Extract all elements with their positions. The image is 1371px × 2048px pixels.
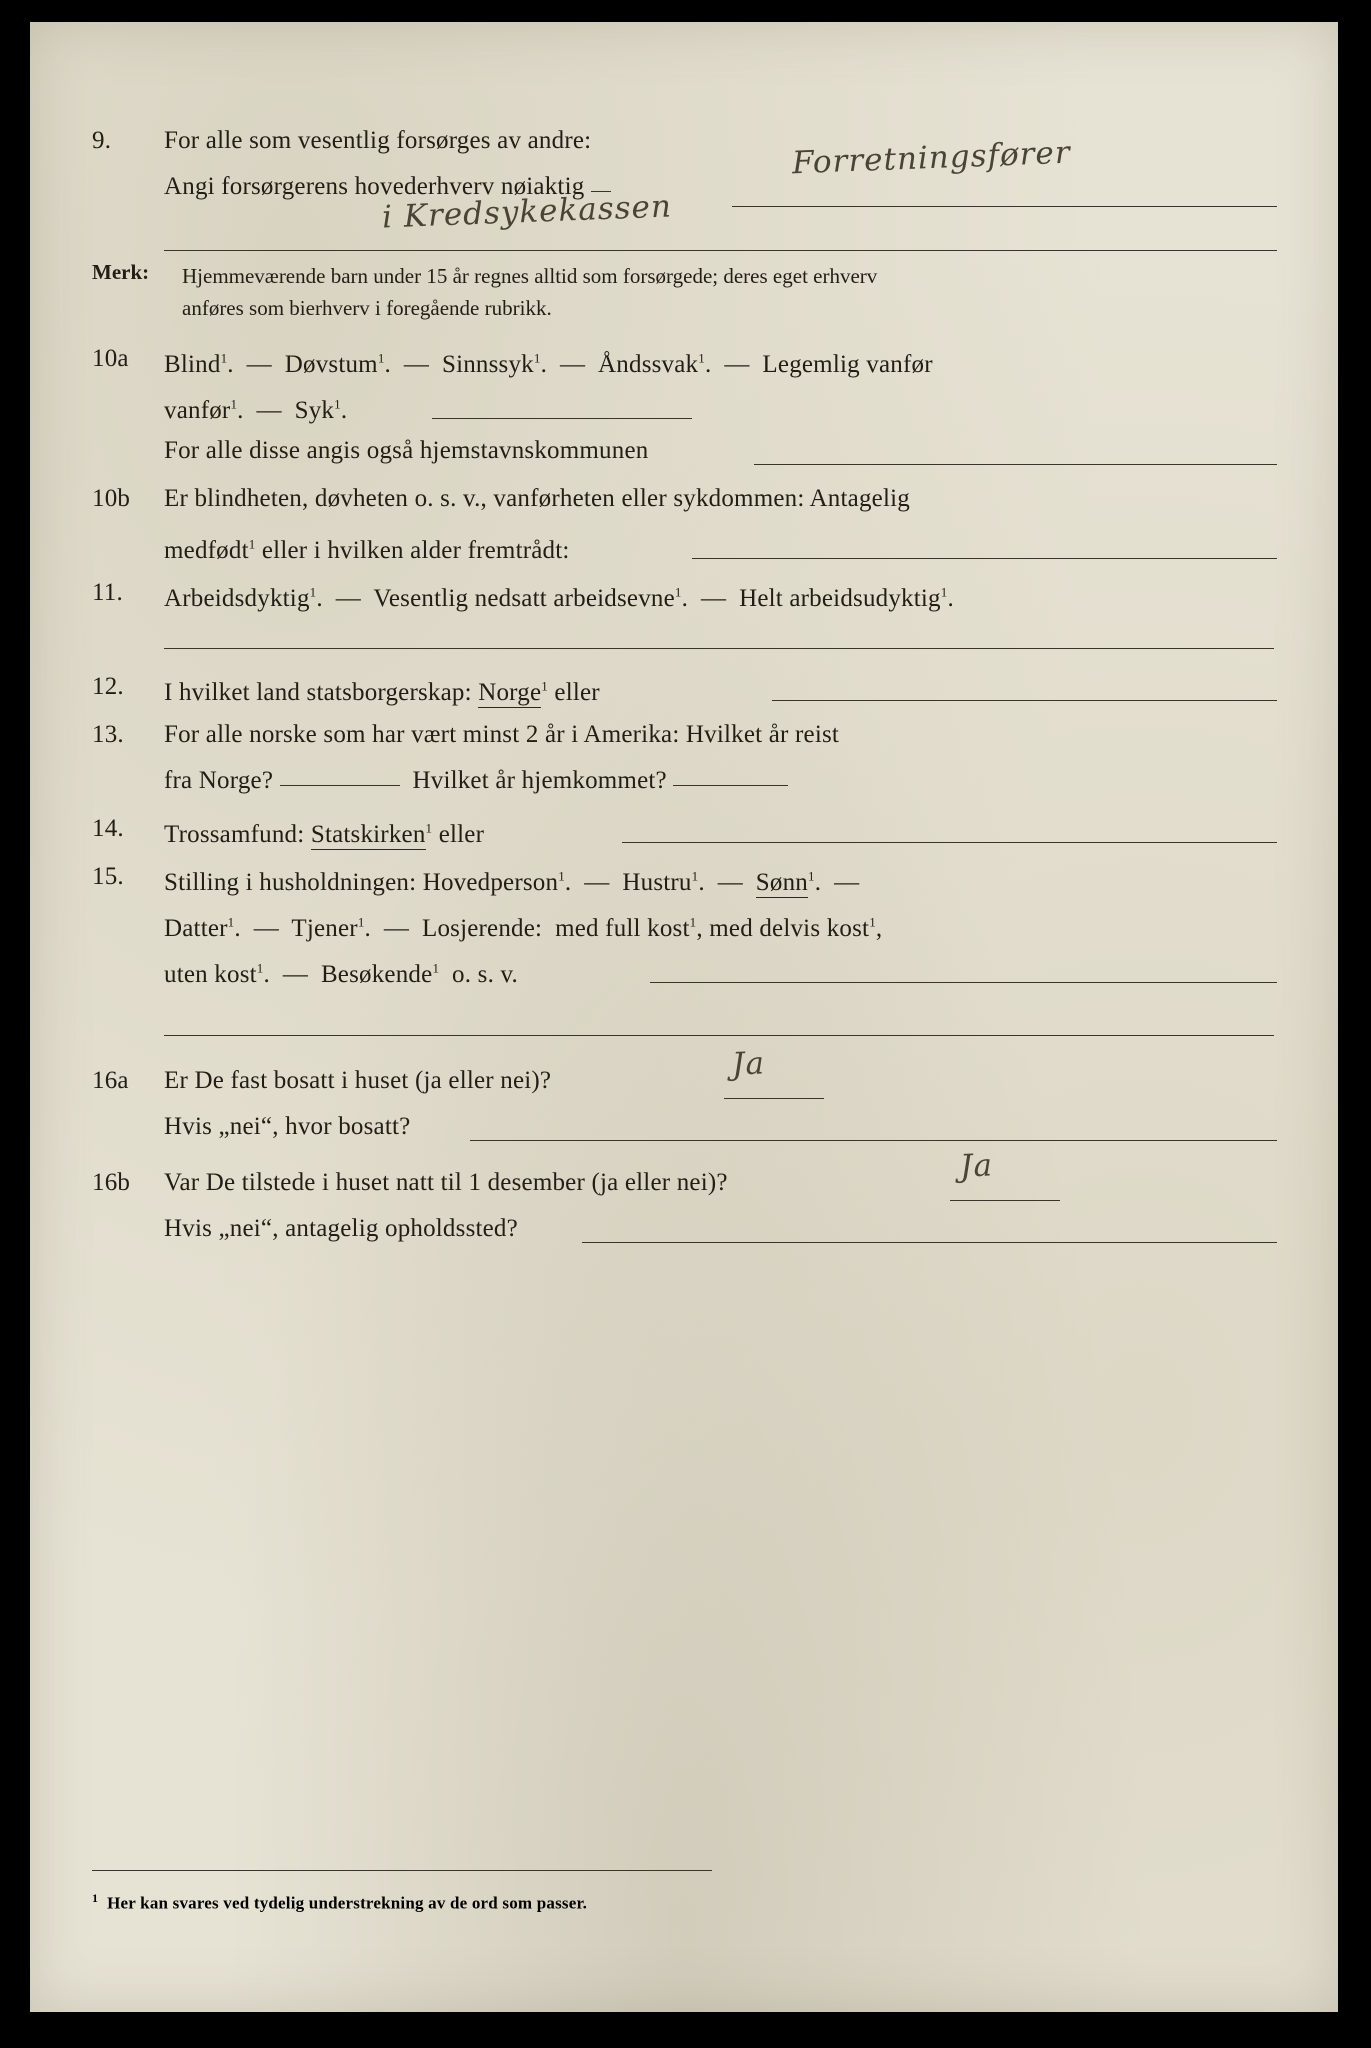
q16a-sub-rule — [470, 1140, 1277, 1141]
q15-option-losjerende: Losjerende: — [421, 915, 543, 943]
section-divider-2 — [164, 1035, 1274, 1036]
note-block — [92, 260, 1277, 324]
q12-answer: Norge — [478, 679, 542, 707]
q15-option-hustru: Hustru — [622, 869, 692, 897]
question-9-number: 9. — [92, 127, 112, 154]
question-10b-line1: Er blindheten, døvheten o. s. v., vanførheten eller sykdommen: Antagelig — [164, 485, 910, 512]
question-9-subrow — [92, 164, 1277, 210]
q15-option-hovedperson: Hovedperson — [422, 869, 559, 897]
q10b-line2-tail: eller i hvilken alder fremtrådt: — [261, 537, 570, 565]
question-9 — [92, 118, 1277, 164]
q12-rule — [772, 700, 1277, 701]
q10a-option-blind: Blind — [164, 351, 221, 379]
q15-option-besokende: Besøkende — [320, 961, 433, 989]
q12-text: I hvilket land statsborgerskap: — [164, 679, 472, 707]
question-15-line2: Datter$^1$. — Tjener$^1$. — Losjerende: med full kost$^1$, med delvis kost$^1$, — [164, 915, 883, 943]
q15-option-full-kost: med full kost — [555, 915, 690, 943]
question-14: 14. Trossamfund: Statskirken$^1$ eller — [92, 806, 1277, 858]
q10a-option-dovstum: Døvstum — [284, 351, 378, 379]
footnote-mark: 1 — [92, 1891, 99, 1905]
question-16b-sub — [92, 1206, 1277, 1252]
q15-option-tjener: Tjener — [291, 915, 358, 943]
q10b-medfodt: medfødt — [164, 537, 249, 565]
question-16b — [92, 1160, 1277, 1206]
q14-tail: eller — [438, 821, 485, 849]
q15-option-delvis-kost: med delvis kost — [709, 915, 870, 943]
question-12-number: 12. — [92, 673, 124, 700]
question-10b — [92, 476, 1277, 522]
q10a-option-vanfor-cont: vanfør — [164, 397, 231, 425]
question-9-answer-2: i Kredsykekassen — [381, 188, 673, 236]
q16b-answer-rule — [950, 1200, 1060, 1201]
q15-option-datter: Datter — [164, 915, 228, 943]
q15-rule — [650, 982, 1277, 983]
q10a-option-sinnssyk: Sinnssyk — [441, 351, 534, 379]
q14-rule — [622, 842, 1277, 843]
question-9-subtext: Angi forsørgerens hovederhverv nøiaktig — [164, 173, 585, 200]
q16b-sub-rule — [582, 1242, 1277, 1243]
question-10b-number: 10b — [92, 485, 131, 512]
q9-answer-rule-1 — [732, 206, 1277, 207]
q14-answer: Statskirken — [310, 821, 426, 849]
question-10b-line2: medfødt$^1$ eller i hvilken alder fremtrådt: — [92, 522, 1277, 574]
q16a-answer-rule — [724, 1098, 824, 1099]
q13-rule-b — [673, 785, 788, 786]
q14-text: Trossamfund: — [164, 821, 305, 849]
q13-line1: For alle norske som har vært minst 2 år i Amerika: Hvilket år reist — [164, 721, 840, 748]
q10a-hjemstavn-text: For alle disse angis også hjemstavnskommunen — [164, 437, 649, 464]
question-11-number: 11. — [92, 579, 123, 606]
q11-option-3: Helt arbeidsudyktig — [739, 585, 941, 613]
q16a-answer: Ja — [731, 1045, 766, 1083]
footnote-divider — [92, 1870, 712, 1871]
question-12: 12. I hvilket land statsborgerskap: Norge$^1$ eller — [92, 664, 1277, 716]
q16a-text: Er De fast bosatt i huset (ja eller nei)? — [164, 1067, 552, 1094]
question-13-number: 13. — [92, 721, 124, 748]
q15-option-uten-kost: uten kost — [164, 961, 257, 989]
q10a-option-andssvak: Åndssvak — [598, 351, 699, 379]
q11-option-1: Arbeidsdyktig — [164, 585, 310, 613]
q11-option-2: Vesentlig nedsatt arbeidsevne — [373, 585, 675, 613]
q16b-text: Var De tilstede i huset natt til 1 desember (ja eller nei)? — [164, 1169, 728, 1196]
q16b-sub-text: Hvis „nei“, antagelig opholdssted? — [164, 1215, 518, 1242]
q10a-option-syk: Syk — [294, 397, 335, 425]
question-16b-number: 16b — [92, 1169, 131, 1196]
question-13 — [92, 712, 1277, 758]
note-label: Merk: — [92, 260, 150, 284]
document-page — [30, 22, 1338, 2012]
note-line-1: Hjemmeværende barn under 15 år regnes alltid som forsørgede; deres eget erhverv — [182, 264, 878, 288]
note-line-2: anføres som bierhverv i foregående rubrikk. — [182, 296, 552, 320]
footnote — [92, 1891, 1277, 1914]
question-9-answer-1: Forretningsfører — [791, 134, 1072, 182]
question-15-number: 15. — [92, 863, 124, 890]
question-15-line3: uten kost$^1$. — Besøkende$^1$ o. s. v. — [92, 946, 1277, 998]
question-13-line2 — [92, 758, 1277, 804]
question-10a-number: 10a — [92, 345, 129, 372]
section-divider-1 — [164, 648, 1274, 649]
question-10a: 10a Blind$^1$. — Døvstum$^1$. — Sinnssyk$^1$. — Åndssvak$^1$. — Legemlig vanfør — [92, 336, 1277, 388]
q10a-hjemstavn-rule — [754, 464, 1277, 465]
q9-answer-rule-2 — [164, 250, 1277, 251]
q13-line2a: fra Norge? — [164, 767, 274, 794]
q13-rule-a — [280, 785, 400, 786]
question-16a-sub — [92, 1104, 1277, 1150]
q16b-answer: Ja — [959, 1147, 994, 1185]
q13-line2b: Hvilket år hjemkommet? — [412, 767, 667, 794]
q15-osv: o. s. v. — [452, 961, 519, 989]
question-10a-line3 — [92, 428, 1277, 474]
question-14-number: 14. — [92, 815, 124, 842]
q10b-rule — [692, 558, 1277, 559]
q10a-option-legemlig-vanfor: Legemlig vanfør — [762, 351, 933, 379]
q15-option-sonn: Sønn — [755, 869, 809, 897]
q12-tail: eller — [554, 679, 600, 707]
question-15: 15. Stilling i husholdningen: Hovedperson$^1$. — Hustru$^1$. — Sønn$^1$. — — [92, 854, 1277, 906]
question-16a — [92, 1058, 1277, 1104]
question-16a-number: 16a — [92, 1067, 129, 1094]
footnote-text: Her kan svares ved tydelig understrekning av de ord som passer. — [107, 1893, 588, 1913]
q10a-rule — [432, 418, 692, 419]
question-10a-line2: vanfør$^1$. — Syk$^1$. — [92, 382, 1277, 434]
q16a-sub-text: Hvis „nei“, hvor bosatt? — [164, 1113, 411, 1140]
q15-label: Stilling i husholdningen: — [164, 869, 417, 897]
question-11: 11. Arbeidsdyktig$^1$. — Vesentlig nedsatt arbeidsevne$^1$. — Helt arbeidsudyktig$^1$. — [92, 570, 1277, 622]
question-9-text: For alle som vesentlig forsørges av andre: — [164, 127, 592, 154]
